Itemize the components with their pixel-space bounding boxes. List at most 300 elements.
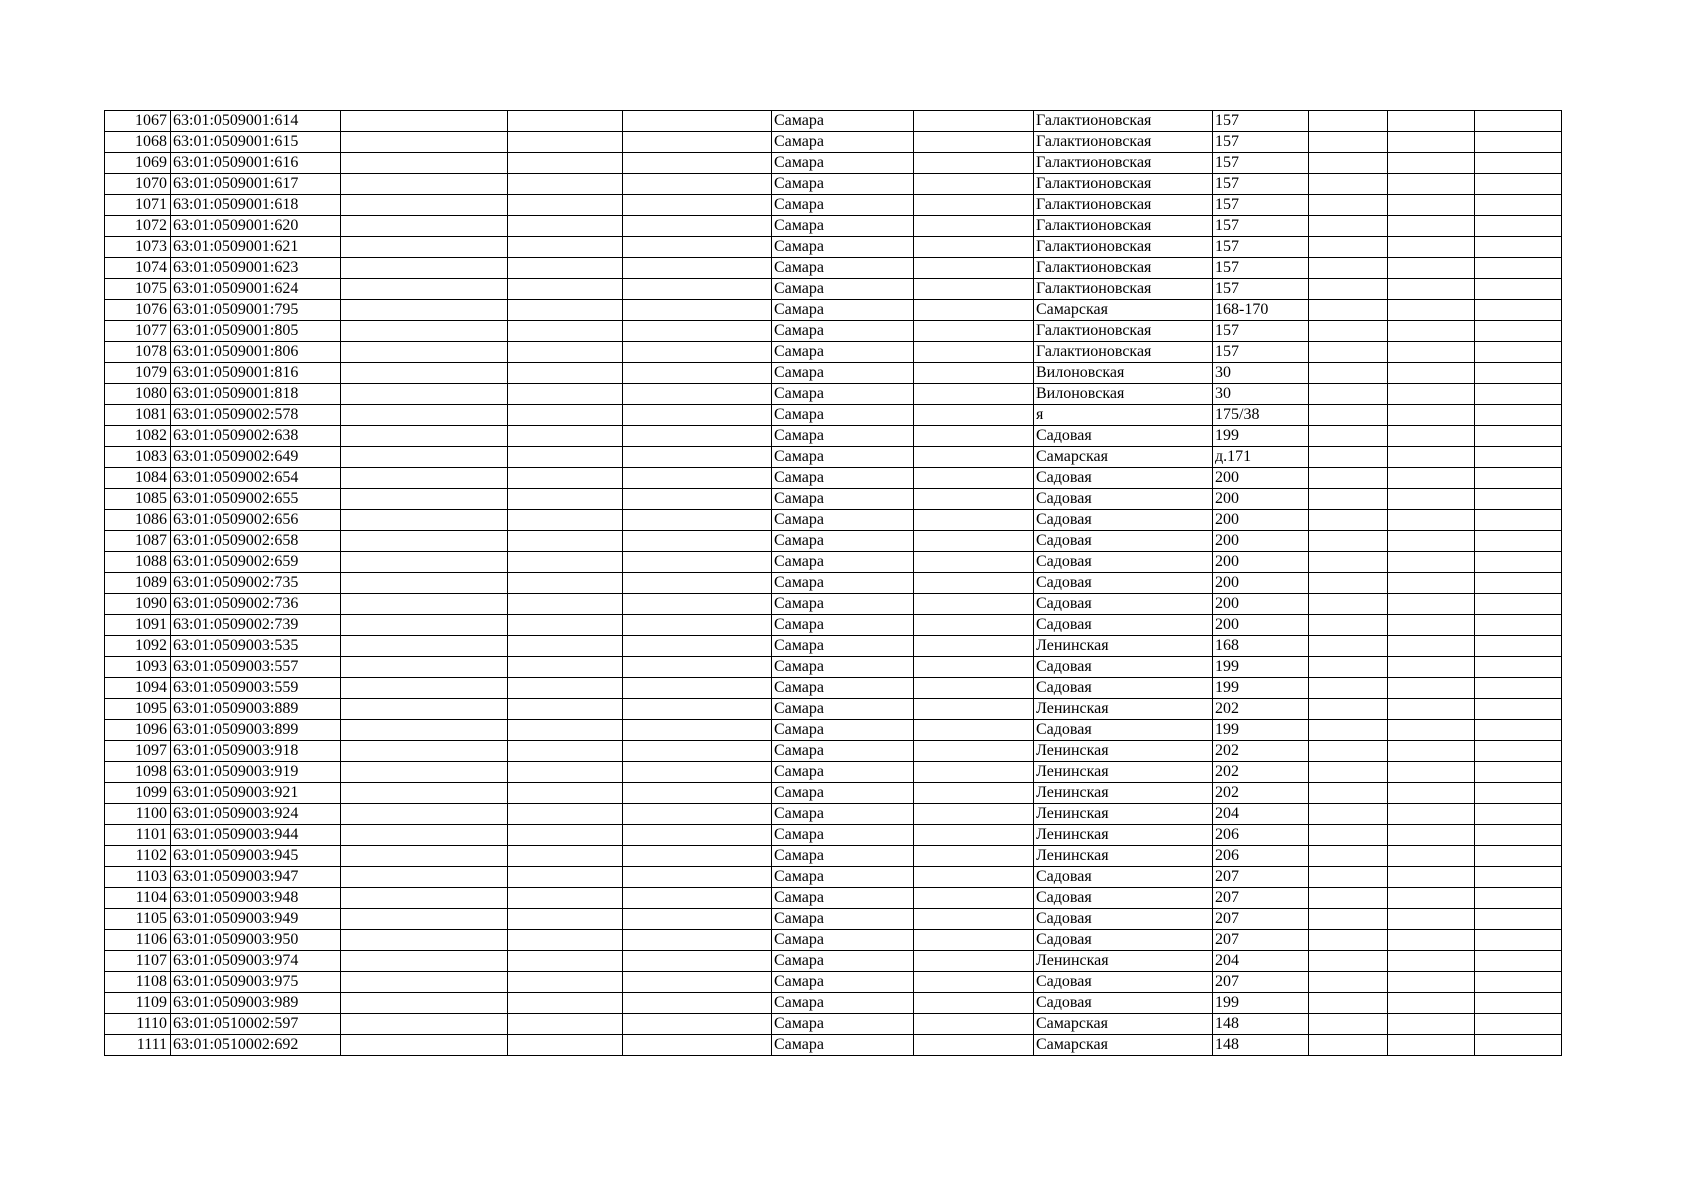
empty-cell [1388,531,1475,552]
empty-cell [1309,783,1388,804]
empty-cell [914,699,1034,720]
empty-cell [508,615,623,636]
city-cell: Самара [772,279,914,300]
cadastral-number-cell: 63:01:0509002:739 [171,615,341,636]
empty-cell [1309,384,1388,405]
city-cell: Самара [772,300,914,321]
row-number-cell: 1092 [105,636,171,657]
table-row [105,552,1562,573]
empty-cell [508,909,623,930]
street-cell: Садовая [1034,510,1213,531]
house-number-cell: 199 [1213,720,1309,741]
cadastral-number-cell: 63:01:0509002:649 [171,447,341,468]
street-cell: Ленинская [1034,825,1213,846]
empty-cell [1388,279,1475,300]
city-cell: Самара [772,615,914,636]
row-number-cell: 1107 [105,951,171,972]
street-cell: Садовая [1034,909,1213,930]
house-number-cell: 200 [1213,510,1309,531]
empty-cell [508,825,623,846]
empty-cell [914,825,1034,846]
empty-cell [1475,846,1562,867]
empty-cell [508,174,623,195]
empty-cell [623,720,772,741]
empty-cell [1475,930,1562,951]
house-number-cell: 200 [1213,552,1309,573]
table-row [105,510,1562,531]
empty-cell [1475,342,1562,363]
empty-cell [623,321,772,342]
table-row [105,489,1562,510]
street-cell: Галактионовская [1034,321,1213,342]
table-row [105,195,1562,216]
empty-cell [1309,972,1388,993]
street-cell: Садовая [1034,930,1213,951]
table-row [105,321,1562,342]
empty-cell [508,258,623,279]
empty-cell [1475,384,1562,405]
empty-cell [508,573,623,594]
cadastral-number-cell: 63:01:0509001:618 [171,195,341,216]
empty-cell [623,951,772,972]
empty-cell [914,321,1034,342]
empty-cell [623,972,772,993]
empty-cell [1475,657,1562,678]
empty-cell [508,636,623,657]
house-number-cell: 199 [1213,993,1309,1014]
table-row [105,405,1562,426]
empty-cell [623,762,772,783]
city-cell: Самара [772,384,914,405]
empty-cell [1475,510,1562,531]
row-number-cell: 1087 [105,531,171,552]
street-cell: Ленинская [1034,804,1213,825]
empty-cell [1475,468,1562,489]
empty-cell [914,762,1034,783]
house-number-cell: 200 [1213,594,1309,615]
empty-cell [1388,258,1475,279]
cadastral-number-cell: 63:01:0509002:654 [171,468,341,489]
city-cell: Самара [772,153,914,174]
empty-cell [1388,1035,1475,1056]
empty-cell [623,867,772,888]
house-number-cell: 207 [1213,888,1309,909]
row-number-cell: 1083 [105,447,171,468]
empty-cell [623,741,772,762]
city-cell: Самара [772,531,914,552]
cadastral-number-cell: 63:01:0509003:924 [171,804,341,825]
empty-cell [508,300,623,321]
empty-cell [1475,636,1562,657]
cadastral-number-cell: 63:01:0509002:735 [171,573,341,594]
empty-cell [341,216,508,237]
empty-cell [1309,531,1388,552]
table-row [105,657,1562,678]
table-row [105,951,1562,972]
empty-cell [623,531,772,552]
empty-cell [914,426,1034,447]
empty-cell [1388,846,1475,867]
empty-cell [914,951,1034,972]
city-cell: Самара [772,594,914,615]
empty-cell [341,636,508,657]
empty-cell [623,237,772,258]
city-cell: Самара [772,489,914,510]
street-cell: Садовая [1034,888,1213,909]
empty-cell [1388,237,1475,258]
empty-cell [1388,678,1475,699]
street-cell: Садовая [1034,489,1213,510]
empty-cell [1475,132,1562,153]
city-cell: Самара [772,825,914,846]
empty-cell [508,153,623,174]
empty-cell [341,405,508,426]
street-cell: Ленинская [1034,783,1213,804]
empty-cell [1309,573,1388,594]
empty-cell [1309,699,1388,720]
empty-cell [914,195,1034,216]
empty-cell [623,300,772,321]
empty-cell [1309,825,1388,846]
empty-cell [914,279,1034,300]
table-row [105,468,1562,489]
cadastral-number-cell: 63:01:0509002:638 [171,426,341,447]
empty-cell [341,867,508,888]
empty-cell [508,1014,623,1035]
empty-cell [508,447,623,468]
house-number-cell: 157 [1213,279,1309,300]
records-table [104,110,1562,1056]
empty-cell [1309,321,1388,342]
table-row [105,930,1562,951]
house-number-cell: 157 [1213,342,1309,363]
city-cell: Самара [772,342,914,363]
empty-cell [623,699,772,720]
empty-cell [341,678,508,699]
empty-cell [1475,405,1562,426]
street-cell: Садовая [1034,531,1213,552]
empty-cell [623,489,772,510]
empty-cell [508,594,623,615]
empty-cell [914,342,1034,363]
street-cell: Самарская [1034,1014,1213,1035]
empty-cell [1309,741,1388,762]
street-cell: Ленинская [1034,636,1213,657]
table-row [105,111,1562,132]
city-cell: Самара [772,111,914,132]
empty-cell [623,153,772,174]
empty-cell [1388,951,1475,972]
empty-cell [914,363,1034,384]
city-cell: Самара [772,846,914,867]
empty-cell [623,447,772,468]
empty-cell [1309,762,1388,783]
empty-cell [623,468,772,489]
empty-cell [341,531,508,552]
empty-cell [914,153,1034,174]
city-cell: Самара [772,573,914,594]
cadastral-number-cell: 63:01:0509001:615 [171,132,341,153]
house-number-cell: 204 [1213,951,1309,972]
empty-cell [508,930,623,951]
city-cell: Самара [772,510,914,531]
empty-cell [1475,426,1562,447]
empty-cell [1309,342,1388,363]
row-number-cell: 1082 [105,426,171,447]
empty-cell [508,867,623,888]
street-cell: Самарская [1034,1035,1213,1056]
empty-cell [1388,447,1475,468]
table-row [105,1035,1562,1056]
empty-cell [623,258,772,279]
empty-cell [914,258,1034,279]
row-number-cell: 1106 [105,930,171,951]
empty-cell [508,279,623,300]
empty-cell [341,1014,508,1035]
table-row [105,909,1562,930]
empty-cell [341,972,508,993]
empty-cell [1309,993,1388,1014]
empty-cell [1475,867,1562,888]
empty-cell [341,195,508,216]
empty-cell [914,237,1034,258]
table-row [105,426,1562,447]
empty-cell [914,300,1034,321]
empty-cell [508,1035,623,1056]
empty-cell [914,741,1034,762]
empty-cell [1309,930,1388,951]
empty-cell [1309,237,1388,258]
city-cell: Самара [772,951,914,972]
table-row [105,384,1562,405]
empty-cell [1475,321,1562,342]
street-cell: Садовая [1034,867,1213,888]
row-number-cell: 1076 [105,300,171,321]
row-number-cell: 1074 [105,258,171,279]
table-row [105,846,1562,867]
house-number-cell: 206 [1213,846,1309,867]
empty-cell [623,825,772,846]
street-cell: Садовая [1034,657,1213,678]
house-number-cell: 157 [1213,153,1309,174]
empty-cell [1475,489,1562,510]
street-cell: Ленинская [1034,741,1213,762]
cadastral-number-cell: 63:01:0509003:899 [171,720,341,741]
empty-cell [341,741,508,762]
house-number-cell: 157 [1213,321,1309,342]
table-row [105,888,1562,909]
city-cell: Самара [772,552,914,573]
cadastral-number-cell: 63:01:0509002:656 [171,510,341,531]
street-cell: Садовая [1034,972,1213,993]
cadastral-number-cell: 63:01:0509003:949 [171,909,341,930]
empty-cell [508,741,623,762]
empty-cell [914,468,1034,489]
row-number-cell: 1078 [105,342,171,363]
table-row [105,258,1562,279]
city-cell: Самара [772,783,914,804]
row-number-cell: 1101 [105,825,171,846]
empty-cell [1388,930,1475,951]
house-number-cell: 30 [1213,384,1309,405]
row-number-cell: 1100 [105,804,171,825]
empty-cell [1475,909,1562,930]
empty-cell [914,909,1034,930]
cadastral-number-cell: 63:01:0510002:692 [171,1035,341,1056]
street-cell: Вилоновская [1034,363,1213,384]
empty-cell [341,111,508,132]
empty-cell [1309,426,1388,447]
empty-cell [623,216,772,237]
cadastral-number-cell: 63:01:0509003:989 [171,993,341,1014]
empty-cell [1388,321,1475,342]
cadastral-number-cell: 63:01:0509003:918 [171,741,341,762]
empty-cell [341,489,508,510]
city-cell: Самара [772,447,914,468]
empty-cell [508,951,623,972]
city-cell: Самара [772,888,914,909]
empty-cell [1309,1014,1388,1035]
row-number-cell: 1094 [105,678,171,699]
city-cell: Самара [772,237,914,258]
empty-cell [508,678,623,699]
empty-cell [508,720,623,741]
empty-cell [1309,447,1388,468]
empty-cell [508,783,623,804]
empty-cell [1309,216,1388,237]
empty-cell [1475,153,1562,174]
empty-cell [1388,993,1475,1014]
table-body [105,111,1562,1056]
street-cell: Ленинская [1034,699,1213,720]
empty-cell [508,846,623,867]
empty-cell [341,510,508,531]
street-cell: Самарская [1034,447,1213,468]
cadastral-number-cell: 63:01:0509003:950 [171,930,341,951]
empty-cell [623,993,772,1014]
empty-cell [1475,279,1562,300]
table-row [105,594,1562,615]
house-number-cell: 199 [1213,657,1309,678]
row-number-cell: 1085 [105,489,171,510]
row-number-cell: 1095 [105,699,171,720]
empty-cell [914,888,1034,909]
empty-cell [914,174,1034,195]
empty-cell [1388,972,1475,993]
empty-cell [623,909,772,930]
house-number-cell: 148 [1213,1014,1309,1035]
table-row [105,762,1562,783]
empty-cell [623,363,772,384]
row-number-cell: 1109 [105,993,171,1014]
empty-cell [341,615,508,636]
cadastral-number-cell: 63:01:0509002:658 [171,531,341,552]
row-number-cell: 1110 [105,1014,171,1035]
cadastral-number-cell: 63:01:0509003:921 [171,783,341,804]
city-cell: Самара [772,804,914,825]
empty-cell [1475,678,1562,699]
city-cell: Самара [772,972,914,993]
street-cell: Самарская [1034,300,1213,321]
cadastral-number-cell: 63:01:0509003:889 [171,699,341,720]
empty-cell [914,384,1034,405]
empty-cell [1388,1014,1475,1035]
row-number-cell: 1098 [105,762,171,783]
city-cell: Самара [772,132,914,153]
house-number-cell: 200 [1213,573,1309,594]
empty-cell [623,552,772,573]
street-cell: Садовая [1034,720,1213,741]
empty-cell [623,888,772,909]
empty-cell [914,1014,1034,1035]
street-cell: Ленинская [1034,951,1213,972]
empty-cell [1388,132,1475,153]
empty-cell [1309,279,1388,300]
house-number-cell: 168-170 [1213,300,1309,321]
row-number-cell: 1099 [105,783,171,804]
city-cell: Самара [772,363,914,384]
empty-cell [1388,615,1475,636]
house-number-cell: 204 [1213,804,1309,825]
table-row [105,573,1562,594]
empty-cell [341,657,508,678]
street-cell: Галактионовская [1034,342,1213,363]
empty-cell [1475,1014,1562,1035]
empty-cell [1388,909,1475,930]
row-number-cell: 1093 [105,657,171,678]
street-cell: Галактионовская [1034,153,1213,174]
row-number-cell: 1108 [105,972,171,993]
empty-cell [914,111,1034,132]
empty-cell [341,468,508,489]
house-number-cell: 200 [1213,615,1309,636]
table-row [105,825,1562,846]
empty-cell [1475,699,1562,720]
empty-cell [341,1035,508,1056]
row-number-cell: 1075 [105,279,171,300]
empty-cell [508,468,623,489]
row-number-cell: 1088 [105,552,171,573]
row-number-cell: 1102 [105,846,171,867]
empty-cell [508,216,623,237]
table-row [105,342,1562,363]
empty-cell [508,657,623,678]
empty-cell [623,384,772,405]
empty-cell [341,174,508,195]
table-row [105,1014,1562,1035]
empty-cell [1388,153,1475,174]
cadastral-number-cell: 63:01:0509002:655 [171,489,341,510]
empty-cell [623,594,772,615]
empty-cell [1309,909,1388,930]
street-cell: Садовая [1034,993,1213,1014]
empty-cell [341,447,508,468]
cadastral-number-cell: 63:01:0509003:948 [171,888,341,909]
empty-cell [341,951,508,972]
empty-cell [914,783,1034,804]
empty-cell [623,636,772,657]
empty-cell [914,867,1034,888]
empty-cell [341,321,508,342]
empty-cell [914,447,1034,468]
table-row [105,216,1562,237]
empty-cell [1388,384,1475,405]
empty-cell [341,552,508,573]
empty-cell [914,573,1034,594]
empty-cell [914,405,1034,426]
cadastral-number-cell: 63:01:0509003:559 [171,678,341,699]
empty-cell [341,930,508,951]
